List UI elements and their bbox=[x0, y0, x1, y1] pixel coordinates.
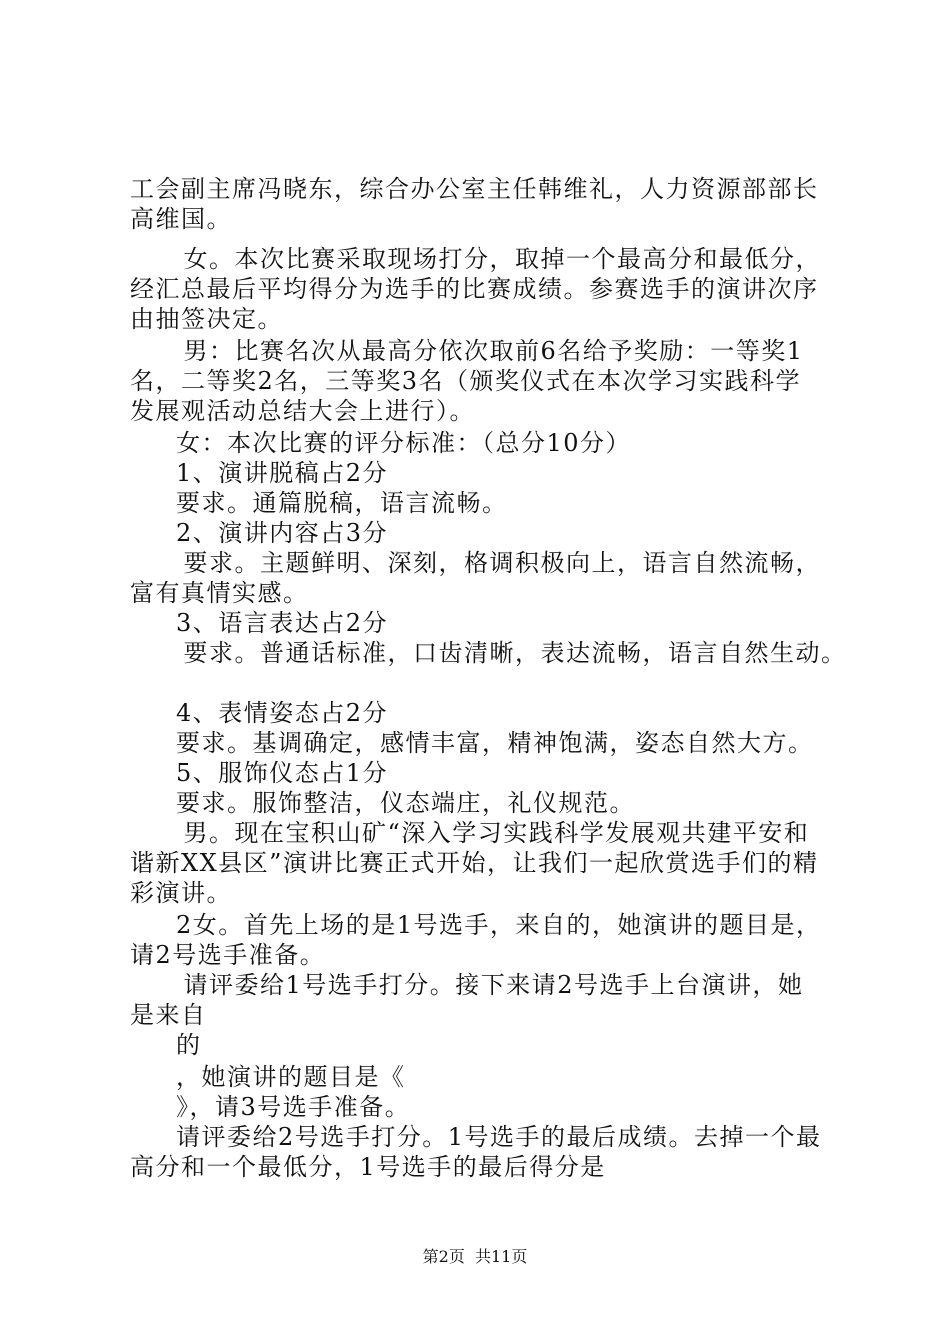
paragraph-line: 女：本次比赛的评分标准：（总分10分） bbox=[176, 429, 632, 457]
paragraph-line: 名，二等奖2名，三等奖3名（颁奖仪式在本次学习实践科学 bbox=[130, 367, 802, 395]
paragraph-line: 男。现在宝积山矿“深入学习实践科学发展观共建平安和 bbox=[158, 819, 810, 847]
paragraph-line: 请2号选手准备。 bbox=[130, 941, 326, 969]
paragraph-line: 由抽签决定。 bbox=[130, 305, 283, 333]
paragraph-line: 要求。服饰整洁，仪态端庄，礼仪规范。 bbox=[176, 789, 635, 817]
paragraph-line: 请评委给2号选手打分。1号选手的最后成绩。去掉一个最 bbox=[176, 1123, 822, 1151]
paragraph-line: 要求。基调确定，感情丰富，精神饱满，姿态自然大方。 bbox=[176, 729, 814, 757]
paragraph-line: 请评委给1号选手打分。接下来请2号选手上台演讲，她 bbox=[158, 971, 804, 999]
paragraph-line: 是来自 bbox=[130, 1001, 207, 1029]
paragraph-line: 工会副主席冯晓东，综合办公室主任韩维礼，人力资源部部长 bbox=[130, 175, 819, 203]
paragraph-line: ，她演讲的题目是《 bbox=[176, 1063, 406, 1091]
paragraph-line: 要求。普通话标准，口齿清晰，表达流畅，语言自然生动。 bbox=[158, 639, 847, 667]
paragraph-line: 2、演讲内容占3分 bbox=[176, 519, 389, 547]
paragraph-line: 要求。通篇脱稿，语言流畅。 bbox=[176, 489, 508, 517]
paragraph-line: 要求。主题鲜明、深刻，格调积极向上，语言自然流畅， bbox=[158, 549, 821, 577]
paragraph-line: 女。本次比赛采取现场打分，取掉一个最高分和最低分， bbox=[158, 245, 821, 273]
paragraph-line: 》，请3号选手准备。 bbox=[176, 1093, 411, 1121]
paragraph-line: 2女。首先上场的是1号选手，来自的，她演讲的题目是， bbox=[176, 911, 822, 939]
paragraph-line: 富有真情实感。 bbox=[130, 579, 309, 607]
paragraph-line: 的 bbox=[176, 1031, 202, 1059]
paragraph-line: 4、表情姿态占2分 bbox=[176, 699, 389, 727]
paragraph-line: 发展观活动总结大会上进行）。 bbox=[130, 397, 475, 425]
paragraph-line: 1、演讲脱稿占2分 bbox=[176, 459, 389, 487]
paragraph-line: 谐新XX县区”演讲比赛正式开始，让我们一起欣赏选手们的精 bbox=[130, 849, 819, 877]
paragraph-line: 男：比赛名次从最高分依次取前6名给予奖励：一等奖1 bbox=[158, 337, 804, 365]
paragraph-line: 3、语言表达占2分 bbox=[176, 609, 389, 637]
paragraph-line: 彩演讲。 bbox=[130, 879, 232, 907]
paragraph-line: 高分和一个最低分，1号选手的最后得分是 bbox=[130, 1153, 606, 1181]
paragraph-line: 经汇总最后平均得分为选手的比赛成绩。参赛选手的演讲次序 bbox=[130, 275, 819, 303]
paragraph-line: 5、服饰仪态占1分 bbox=[176, 759, 389, 787]
paragraph-line: 高维国。 bbox=[130, 205, 232, 233]
page-footer: 第2页 共11页 bbox=[422, 1247, 528, 1266]
